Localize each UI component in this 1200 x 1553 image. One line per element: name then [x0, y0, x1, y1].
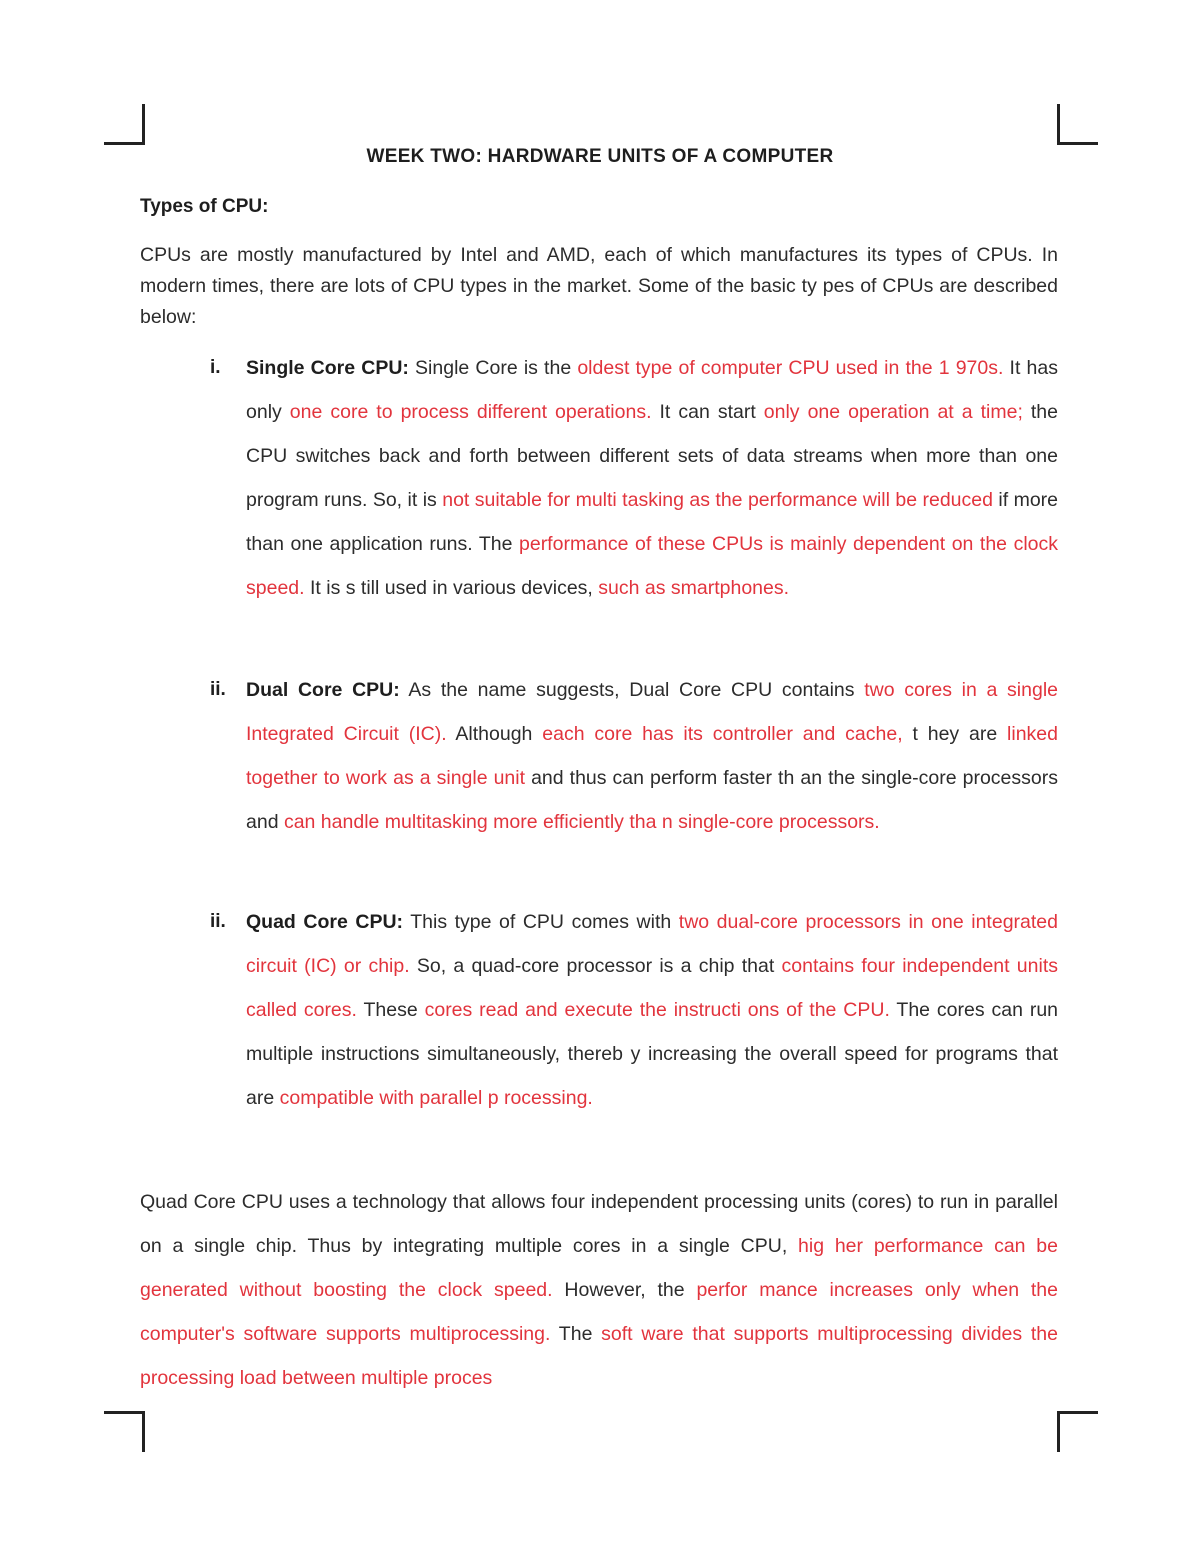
text-span: t hey are [902, 723, 1008, 745]
highlighted-text: two cores in a single Integrated Circuit (IC). [246, 679, 1059, 745]
text-span: The [550, 1323, 602, 1345]
closing-paragraph [140, 1180, 1058, 1400]
text-span: This type of CPU comes with [403, 911, 679, 933]
highlighted-text: linked together to work as a single unit [246, 723, 1058, 789]
highlighted-text: can handle multitasking more efficiently tha n single-core processors. [283, 811, 880, 833]
text-span: It has only [246, 357, 1058, 423]
highlighted-text: one core to process different operations. [289, 401, 652, 423]
list-numeral: ii. [210, 911, 226, 932]
text-span: As the name suggests, Dual Core CPU contains [399, 679, 865, 701]
highlighted-text: contains four independent units called cores. [246, 955, 1058, 1021]
highlighted-text: cores read and execute the instructi ons of the CPU. [424, 999, 890, 1021]
text-span: However, the [552, 1279, 697, 1301]
highlighted-text: performance of these CPUs is mainly dependent on the clock speed. [246, 533, 1058, 599]
list-item-text [246, 668, 1058, 844]
crop-mark-top-right [1057, 104, 1098, 145]
text-span: if more than one application runs. The [246, 489, 1059, 555]
term-label: Quad Core CPU: [246, 911, 404, 933]
highlighted-text: soft ware that supports multiprocessing divides the processing load between multiple proces [140, 1323, 1058, 1389]
text-span: The cores can run multiple instructions simultaneously, thereb y increasing the overall speed for programs that are [246, 999, 1059, 1109]
text-span: Although [446, 723, 543, 745]
list-item-text [246, 346, 1058, 610]
term-label: Single Core CPU: [246, 357, 409, 379]
list-item-single-core [210, 346, 1059, 610]
crop-mark-top-left [104, 104, 145, 145]
text-span: It can start [651, 401, 764, 423]
list-item-text [246, 900, 1058, 1120]
highlighted-text: compatible with parallel p rocessing. [279, 1087, 593, 1109]
term-label: Dual Core CPU: [246, 679, 400, 701]
text-span: Single Core is the [408, 357, 578, 379]
list-numeral: ii. [210, 679, 226, 700]
highlighted-text: not suitable for multi tasking as the performance will be reduced [442, 489, 993, 511]
highlighted-text: only one operation at a time; [763, 401, 1023, 423]
highlighted-text: each core has its controller and cache, [542, 723, 903, 745]
text-span: So, a quad-core processor is a chip that [409, 955, 782, 977]
text-span: These [356, 999, 425, 1021]
page-title: WEEK TWO: HARDWARE UNITS OF A COMPUTER [366, 146, 834, 167]
list-item-dual-core [210, 668, 1059, 844]
text-span: and thus can perform faster th an the single-core processors and [246, 767, 1058, 833]
text-span: the CPU switches back and forth between different sets of data streams when more than one program runs. So, it is [246, 401, 1059, 511]
intro-paragraph: CPUs are mostly manufactured by Intel and AMD, each of which manufactures its types of CPUs. In modern times, there are lots of CPU types in the market. Some of the basic ty pes of CPUs are described below: [140, 244, 1058, 328]
highlighted-text: perfor mance increases only when the computer's software supports multiprocessing. [140, 1279, 1058, 1345]
text-span: Quad Core CPU uses a technology that allows four independent processing units (cores) to run in parallel on a single chip. Thus by integrating multiple cores in a single CPU, [140, 1191, 1058, 1257]
list-numeral: i. [210, 357, 221, 378]
text-span: It is s till used in various devices, [304, 577, 599, 599]
highlighted-text: oldest type of computer CPU used in the 1 970s. [577, 357, 1004, 379]
section-heading: Types of CPU: [140, 196, 269, 217]
crop-mark-bottom-right [1057, 1411, 1098, 1452]
highlighted-text: two dual-core processors in one integrated circuit (IC) or chip. [246, 911, 1058, 977]
highlighted-text: hig her performance can be generated without boosting the clock speed. [140, 1235, 1058, 1301]
list-item-quad-core [210, 900, 1059, 1120]
highlighted-text: such as smartphones. [598, 577, 790, 599]
crop-mark-bottom-left [104, 1411, 145, 1452]
